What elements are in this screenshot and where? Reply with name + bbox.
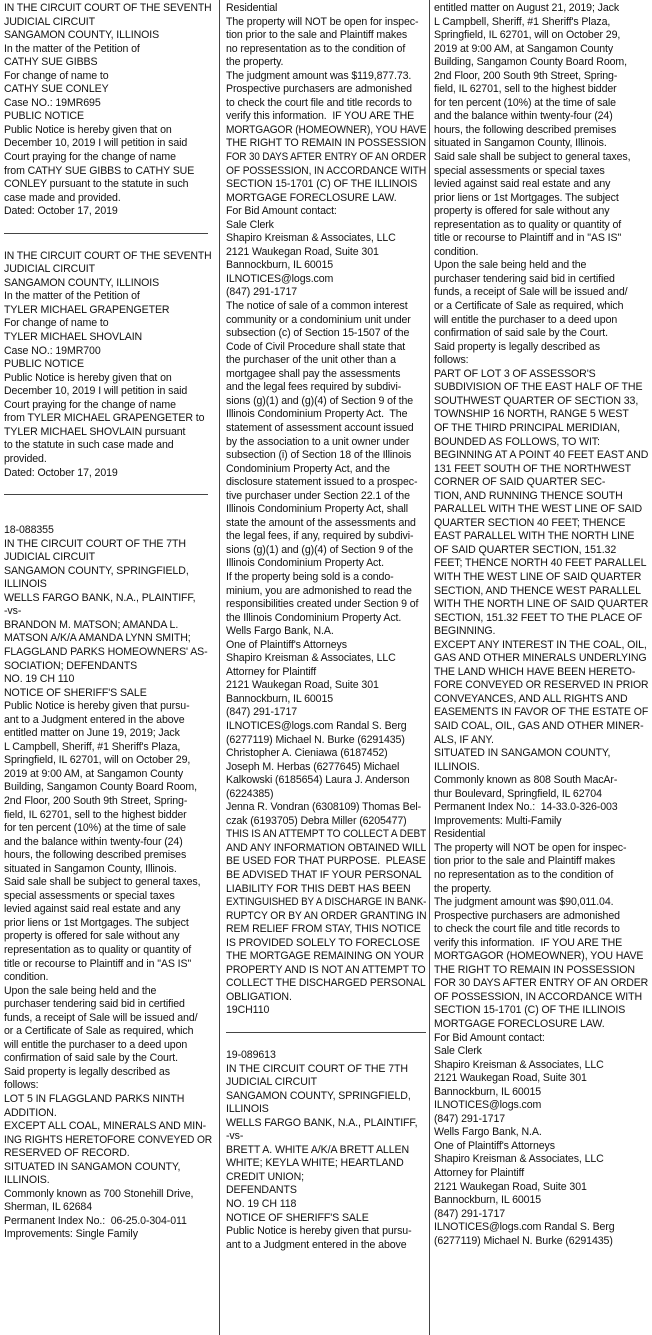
notice-line: -vs-	[226, 1130, 244, 1143]
notice-line: SUBDIVISION OF THE EAST HALF OF THE	[434, 381, 643, 394]
notice-line: ILLINOIS.	[434, 760, 480, 773]
notice-line: THIS IS AN ATTEMPT TO COLLECT A DEBT	[226, 828, 426, 841]
notice-line: The judgment amount was $90,011.04.	[434, 896, 614, 909]
notice-line: community or a condominium unit under	[226, 313, 411, 326]
notice-line: SOUTHWEST QUARTER OF SECTION 33,	[434, 394, 639, 407]
notice-line: confirmation of said sale by the Court.	[434, 327, 608, 340]
column-3	[434, 2, 648, 1333]
notice-line: THE RIGHT TO REMAIN IN POSSESSION	[226, 137, 426, 150]
notice-line: Commonly known as 700 Stonehill Drive,	[4, 1187, 194, 1200]
notice-line: One of Plaintiff's Attorneys	[434, 1139, 555, 1152]
notice-line: SECTION, 151.32 FEET TO THE PLACE OF	[434, 611, 643, 624]
notice-line: CATHY SUE CONLEY	[4, 83, 109, 96]
notice-line: levied against said real estate and any	[4, 903, 181, 916]
notice-line: title or recourse to Plaintiff and in "AS IS"	[434, 232, 622, 245]
notice-line: and the legal fees required by subdivi-	[226, 381, 402, 394]
notice-line: the legal fees, if any, required by subdivi-	[226, 530, 414, 543]
notice-line: The judgment amount was $119,877.73.	[226, 69, 412, 82]
notice-line: for ten percent (10%) at the time of sale	[434, 96, 616, 109]
notice-line: (847) 291-1717	[226, 286, 298, 299]
notice-line: (6224385)	[226, 787, 274, 800]
notice-line: Public Notice is hereby given that pursu-	[4, 700, 190, 713]
notice-separator	[226, 1032, 426, 1033]
notice-line: CATHY SUE GIBBS	[4, 56, 98, 69]
notice-line: ILNOTICES@logs.com Randal S. Berg	[434, 1221, 615, 1234]
notice-separator	[4, 494, 208, 495]
notice-line: entitled matter on August 21, 2019; Jack	[434, 2, 620, 14]
notice-line: BRETT A. WHITE A/K/A BRETT ALLEN	[226, 1143, 410, 1156]
notice-line: to the statute in such case made and	[4, 439, 174, 452]
notice-line: ILNOTICES@logs.com	[226, 272, 334, 285]
notice-line: JUDICIAL CIRCUIT	[226, 1076, 318, 1089]
notice-line: Building, Sangamon County Board Room,	[4, 781, 197, 794]
notice-line: Said property is legally described as	[434, 340, 600, 353]
notice-line: verify this information. IF YOU ARE THE	[226, 110, 415, 123]
notice-line: BOUNDED AS FOLLOWS, TO WIT:	[434, 435, 600, 448]
notice-line: -vs-	[4, 605, 22, 618]
notice-line: Illinois Condominium Property Act. The	[226, 408, 408, 421]
notice-line: SANGAMON COUNTY, SPRINGFIELD,	[4, 564, 189, 577]
notice-line: 19-089613	[226, 1049, 276, 1062]
notice-line: Improvements: Multi-Family	[434, 814, 562, 827]
notice-line: 2121 Waukegan Road, Suite 301	[434, 1180, 587, 1193]
notice-line: For Bid Amount contact:	[434, 1031, 545, 1044]
spacer	[4, 511, 212, 524]
notice-line: from CATHY SUE GIBBS to CATHY SUE	[4, 164, 195, 177]
notice-line: tion prior to the sale and Plaintiff makes	[434, 855, 616, 868]
notice-line: confirmation of said sale by the Court.	[4, 1052, 178, 1065]
notice-line: MORTGAGE FORECLOSURE LAW.	[226, 191, 397, 204]
notice-line: follows:	[4, 1079, 39, 1092]
notice-line: will entitle the purchaser to a deed upon	[4, 1038, 188, 1051]
notice-line: 2121 Waukegan Road, Suite 301	[226, 245, 379, 258]
notice-line: condition.	[4, 971, 49, 984]
legal-notice	[4, 250, 212, 480]
notice-line: Bannockburn, IL 60015	[434, 1085, 542, 1098]
notice-line: condition.	[434, 245, 479, 258]
notice-line: For change of name to	[4, 317, 109, 330]
column-1	[4, 2, 212, 1333]
notice-line: Kalkowski (6185654) Laura J. Anderson	[226, 774, 410, 787]
column-2	[226, 2, 426, 1333]
notice-line: MORTGAGOR (HOMEOWNER), YOU HAVE	[226, 123, 426, 136]
notice-line: LIABILITY FOR THIS DEBT HAS BEEN	[226, 882, 411, 895]
notice-line: sions (g)(1) and (g)(4) of Section 9 of the	[226, 543, 414, 556]
notice-line: The property will NOT be open for inspec-	[226, 15, 419, 28]
notice-line: EXTINGUISHED BY A DISCHARGE IN BANK-	[226, 896, 426, 909]
notice-line: 131 FEET SOUTH OF THE NORTHWEST	[434, 462, 632, 475]
notice-line: MATSON A/K/A AMANDA LYNN SMITH;	[4, 632, 191, 645]
notice-line: entitled matter on June 19, 2019; Jack	[4, 727, 180, 740]
notice-line: Permanent Index No.: 14-33.0-326-003	[434, 801, 618, 814]
notice-line: December 10, 2019 I will petition in said	[4, 385, 188, 398]
notice-line: IN THE CIRCUIT COURT OF THE SEVENTH	[4, 2, 212, 14]
notice-line: SANGAMON COUNTY, ILLINOIS	[4, 276, 160, 289]
notice-line: Illinois Condominium Property Act, shall	[226, 503, 409, 516]
notice-line: SOCIATION; DEFENDANTS	[4, 659, 138, 672]
notice-line: Public Notice is hereby given that on	[4, 123, 172, 136]
notice-line: Sale Clerk	[226, 218, 274, 231]
notice-line: THE RIGHT TO REMAIN IN POSSESSION	[434, 963, 635, 976]
notice-line: AND ANY INFORMATION OBTAINED WILL	[226, 841, 426, 854]
notice-line: PART OF LOT 3 OF ASSESSOR'S	[434, 367, 596, 380]
notice-line: Bannockburn, IL 60015	[226, 259, 334, 272]
notice-line: will entitle the purchaser to a deed upon	[434, 313, 618, 326]
notice-line: Upon the sale being held and the	[4, 984, 157, 997]
notice-line: IS PROVIDED SOLELY TO FORECLOSE	[226, 936, 420, 949]
notice-line: prior liens or 1st Mortgages. The subject	[434, 191, 619, 204]
notice-line: (847) 291-1717	[226, 706, 298, 719]
notice-line: Court praying for the change of name	[4, 151, 176, 164]
notice-line: L Campbell, Sheriff, #1 Sheriff's Plaza,	[434, 15, 611, 28]
notice-line: MORTGAGOR (HOMEOWNER), YOU HAVE	[434, 950, 644, 963]
notice-line: RESERVED OF RECORD.	[4, 1147, 130, 1160]
notice-line: PROPERTY AND IS NOT AN ATTEMPT TO	[226, 963, 426, 976]
notice-line: Christopher A. Cieniawa (6187452)	[226, 747, 388, 760]
notice-line: for ten percent (10%) at the time of sale	[4, 822, 186, 835]
notice-line: tion prior to the sale and Plaintiff makes	[226, 29, 408, 42]
notice-line: minium, you are admonished to read the	[226, 584, 412, 597]
notice-line: The notice of sale of a common interest	[226, 300, 408, 313]
notice-line: or a Certificate of Sale as required, which	[434, 300, 624, 313]
legal-notice	[226, 2, 426, 1018]
notice-line: (6277119) Michael N. Burke (6291435)	[226, 733, 405, 746]
notice-line: Prospective purchasers are admonished	[434, 909, 620, 922]
notice-line: representation as to quality or quantity of	[4, 944, 192, 956]
notice-line: SAID COAL, OIL, GAS AND OTHER MINER-	[434, 719, 644, 732]
notice-line: representation as to quality or quantity of	[434, 218, 622, 231]
notice-line: PUBLIC NOTICE	[4, 358, 84, 371]
notice-line: property is offered for sale without any	[4, 930, 180, 943]
notice-line: OF THE THIRD PRINCIPAL MERIDIAN,	[434, 421, 620, 434]
legal-notice	[226, 1049, 426, 1252]
notice-line: Case NO.: 19MR700	[4, 344, 101, 357]
notice-line: field, IL 62701, sell to the highest bidder	[4, 808, 187, 821]
notice-line: hours, the following described premises	[434, 123, 617, 136]
notice-line: Case NO.: 19MR695	[4, 96, 101, 109]
notice-line: Public Notice is hereby given that on	[4, 371, 172, 384]
notice-line: ALS, IF ANY.	[434, 733, 494, 746]
notice-line: BEGINNING AT A POINT 40 FEET EAST AND	[434, 449, 648, 462]
notice-line: 18-088355	[4, 524, 54, 537]
notice-line: JUDICIAL CIRCUIT	[4, 15, 96, 28]
notice-line: Jenna R. Vondran (6308109) Thomas Bel-	[226, 801, 422, 814]
notice-line: purchaser tendering said bid in certified	[434, 272, 615, 285]
notice-line: PARALLEL WITH THE WEST LINE OF SAID	[434, 503, 643, 516]
legal-notice	[434, 2, 648, 1248]
notice-line: Residential	[434, 828, 486, 841]
notice-line: ILNOTICES@logs.com Randal S. Berg	[226, 719, 407, 732]
notice-line: or a Certificate of Sale as required, which	[4, 1025, 194, 1038]
notice-line: NO. 19 CH 118	[226, 1198, 297, 1211]
column-divider	[429, 0, 430, 1335]
notice-line: SITUATED IN SANGAMON COUNTY,	[4, 1160, 181, 1173]
notice-line: ant to a Judgment entered in the above	[226, 1238, 407, 1251]
notice-line: SECTION 15-1701 (C) OF THE ILLINOIS	[434, 1004, 626, 1017]
notice-line: sions (g)(1) and (g)(4) of Section 9 of the	[226, 394, 414, 407]
notice-line: (847) 291-1717	[434, 1207, 506, 1220]
notice-line: Illinois Condominium Property Act.	[226, 557, 384, 570]
notice-line: December 10, 2019 I will petition in said	[4, 137, 188, 150]
notice-line: to check the court file and title records to	[434, 923, 620, 936]
notice-line: Sherman, IL 62684	[4, 1201, 93, 1214]
notice-line: WELLS FARGO BANK, N.A., PLAINTIFF,	[226, 1116, 418, 1129]
notice-line: TOWNSHIP 16 NORTH, RANGE 5 WEST	[434, 408, 629, 421]
notice-line: levied against said real estate and any	[434, 178, 611, 191]
notice-line: responsibilities created under Section 9 of	[226, 598, 419, 611]
notice-line: CONVEYANCES, AND ALL RIGHTS AND	[434, 692, 628, 705]
notice-line: NOTICE OF SHERIFF'S SALE	[4, 686, 147, 699]
notice-line: For Bid Amount contact:	[226, 205, 337, 218]
notice-line: CREDIT UNION;	[226, 1170, 304, 1183]
notice-line: THE LAND WHICH HAVE BEEN HERETO-	[434, 665, 636, 678]
notice-line: no representation as to the condition of	[226, 42, 406, 55]
notice-line: OF SAID QUARTER SECTION, 151.32	[434, 543, 617, 556]
notice-line: subsection (i) of Section 18 of the Illinois	[226, 449, 412, 462]
notice-line: situated in Sangamon County, Illinois.	[434, 137, 607, 150]
notice-line: Joseph M. Herbas (6277645) Michael	[226, 760, 400, 773]
notice-line: Improvements: Single Family	[4, 1228, 138, 1241]
notice-line: TYLER MICHAEL SHOVLAIN pursuant	[4, 425, 186, 438]
notice-line: Commonly known as 808 South MacAr-	[434, 774, 618, 787]
notice-line: CORNER OF SAID QUARTER SEC-	[434, 476, 606, 489]
notice-line: JUDICIAL CIRCUIT	[4, 263, 96, 276]
notice-line: SANGAMON COUNTY, SPRINGFIELD,	[226, 1089, 411, 1102]
notice-line: BE ADVISED THAT IF YOUR PERSONAL	[226, 869, 422, 881]
notice-line: For change of name to	[4, 69, 109, 82]
notice-line: Dated: October 17, 2019	[4, 466, 118, 479]
notice-line: disclosure statement issued to a prospec-	[226, 476, 418, 489]
notice-line: the property.	[434, 882, 492, 895]
notice-line: property is offered for sale without any	[434, 205, 610, 218]
notice-line: RUPTCY OR BY AN ORDER GRANTING IN	[226, 909, 426, 922]
notice-line: Attorney for Plaintiff	[434, 1167, 525, 1180]
notice-line: OF POSSESSION, IN ACCORDANCE WITH	[226, 164, 426, 177]
notice-line: Shapiro Kreisman & Associates, LLC	[226, 232, 396, 245]
notice-line: hours, the following described premises	[4, 849, 187, 862]
notice-line: LOT 5 IN FLAGGLAND PARKS NINTH	[4, 1093, 185, 1106]
notice-line: Said property is legally described as	[4, 1065, 170, 1078]
notice-line: 2nd Floor, 200 South 9th Street, Spring-	[4, 794, 188, 807]
notice-line: Code of Civil Procedure shall state that	[226, 340, 406, 353]
notice-line: Bannockburn, IL 60015	[226, 692, 334, 705]
notice-line: PUBLIC NOTICE	[4, 110, 84, 123]
notice-line: field, IL 62701, sell to the highest bidder	[434, 83, 617, 96]
legal-notice	[4, 524, 212, 1242]
notice-line: DEFENDANTS	[226, 1184, 297, 1197]
notice-line: 2019 at 9:00 AM, at Sangamon County	[434, 42, 614, 55]
notice-line: Court praying for the change of name	[4, 398, 176, 411]
notice-line: IN THE CIRCUIT COURT OF THE 7TH	[4, 537, 186, 550]
notice-line: Building, Sangamon County Board Room,	[434, 56, 627, 69]
notice-line: provided.	[4, 452, 47, 465]
notice-line: Residential	[226, 2, 278, 14]
notice-line: ING RIGHTS HERETOFORE CONVEYED OR	[4, 1133, 212, 1146]
notice-line: funds, a receipt of Sale will be issued and/	[434, 286, 628, 299]
notice-line: EAST PARALLEL WITH THE NORTH LINE	[434, 530, 635, 543]
notice-separator	[4, 233, 208, 234]
notice-line: REM RELIEF FROM STAY, THIS NOTICE	[226, 923, 421, 936]
notice-line: FOR 30 DAYS AFTER ENTRY OF AN ORDER	[226, 151, 426, 164]
notice-line: SITUATED IN SANGAMON COUNTY,	[434, 747, 611, 760]
notice-line: to check the court file and title records to	[226, 96, 412, 109]
notice-line: Wells Fargo Bank, N.A.	[434, 1126, 542, 1139]
notice-line: WITH THE WEST LINE OF SAID QUARTER	[434, 570, 642, 583]
notice-line: Upon the sale being held and the	[434, 259, 587, 272]
notice-line: statement of assessment account issued	[226, 421, 414, 434]
notice-line: SECTION, AND THENCE WEST PARALLEL	[434, 584, 641, 597]
notice-line: title or recourse to Plaintiff and in "AS IS"	[4, 957, 192, 970]
notice-line: Dated: October 17, 2019	[4, 205, 118, 218]
notice-line: FOR 30 DAYS AFTER ENTRY OF AN ORDER	[434, 977, 648, 990]
notice-line: EXCEPT ALL COAL, MINERALS AND MIN-	[4, 1120, 207, 1133]
notice-line: situated in Sangamon County, Illinois.	[4, 862, 177, 875]
notice-line: FLAGGLAND PARKS HOMEOWNERS' AS-	[4, 645, 208, 658]
notice-line: Permanent Index No.: 06-25.0-304-011	[4, 1214, 187, 1227]
notice-line: no representation as to the condition of	[434, 869, 614, 881]
notice-line: Bannockburn, IL 60015	[434, 1194, 542, 1207]
notice-line: subsection (c) of Section 15-1507 of the	[226, 327, 410, 340]
notice-line: EASEMENTS IN FAVOR OF THE ESTATE OF	[434, 706, 648, 719]
notice-line: from TYLER MICHAEL GRAPENGETER to	[4, 412, 205, 425]
notice-line: GAS AND OTHER MINERALS UNDERLYING	[434, 652, 647, 665]
notice-line: the purchaser of the unit other than a	[226, 354, 396, 367]
notice-line: and the balance within twenty-four (24)	[4, 835, 183, 848]
notice-line: L Campbell, Sheriff, #1 Sheriff's Plaza,	[4, 740, 181, 753]
legal-notice	[4, 2, 212, 219]
notice-line: special assessments or special taxes	[4, 889, 175, 902]
notice-line: IN THE CIRCUIT COURT OF THE SEVENTH	[4, 249, 212, 262]
notice-line: FEET; THENCE NORTH 40 FEET PARALLEL	[434, 557, 647, 570]
notice-line: WITH THE NORTH LINE OF SAID QUARTER	[434, 598, 648, 611]
notice-line: Shapiro Kreisman & Associates, LLC	[434, 1058, 604, 1071]
notice-line: In the matter of the Petition of	[4, 290, 140, 303]
notice-line: state the amount of the assessments and	[226, 516, 416, 529]
notice-line: BEGINNING.	[434, 625, 496, 638]
notice-line: Wells Fargo Bank, N.A.	[226, 625, 334, 638]
notice-line: OBLIGATION.	[226, 990, 292, 1003]
notice-line: by the association to a unit owner under	[226, 435, 410, 448]
notice-line: follows:	[434, 354, 469, 367]
notice-line: QUARTER SECTION 40 FEET; THENCE	[434, 516, 626, 529]
notice-line: Shapiro Kreisman & Associates, LLC	[226, 652, 396, 665]
notice-line: CONLEY pursuant to the statute in such	[4, 178, 189, 191]
notice-line: mortgagee shall pay the assessments	[226, 367, 401, 380]
notice-line: Shapiro Kreisman & Associates, LLC	[434, 1153, 604, 1166]
notice-line: If the property being sold is a condo-	[226, 570, 394, 583]
notice-line: Said sale shall be subject to general taxes,	[434, 151, 631, 164]
notice-line: ILNOTICES@logs.com	[434, 1099, 542, 1112]
notice-line: Said sale shall be subject to general taxes,	[4, 876, 201, 889]
notice-line: One of Plaintiff's Attorneys	[226, 638, 347, 651]
notice-line: EXCEPT ANY INTEREST IN THE COAL, OIL,	[434, 638, 647, 651]
notice-line: BE USED FOR THAT PURPOSE. PLEASE	[226, 855, 426, 868]
notice-line: In the matter of the Petition of	[4, 42, 140, 55]
notice-line: czak (6193705) Debra Miller (6205477)	[226, 814, 407, 827]
notice-line: case made and provided.	[4, 191, 121, 204]
notice-line: ADDITION.	[4, 1106, 57, 1119]
notice-line: TYLER MICHAEL SHOVLAIN	[4, 331, 143, 344]
notice-line: ant to a Judgment entered in the above	[4, 713, 185, 726]
notice-line: BRANDON M. MATSON; AMANDA L.	[4, 618, 179, 631]
notice-line: ILLINOIS	[226, 1103, 269, 1116]
notice-line: COLLECT THE DISCHARGED PERSONAL	[226, 977, 426, 990]
notice-line: 2121 Waukegan Road, Suite 301	[434, 1072, 587, 1085]
notice-line: thur Boulevard, Springfield, IL 62704	[434, 787, 602, 800]
notice-line: special assessments or special taxes	[434, 164, 605, 177]
notice-line: NO. 19 CH 110	[4, 673, 75, 686]
notice-line: funds, a receipt of Sale will be issued and/	[4, 1011, 198, 1024]
notice-line: 2019 at 9:00 AM, at Sangamon County	[4, 767, 184, 780]
notice-line: IN THE CIRCUIT COURT OF THE 7TH	[226, 1062, 408, 1075]
notice-line: ILLINOIS	[4, 578, 47, 591]
notice-line: Prospective purchasers are admonished	[226, 83, 412, 96]
notice-line: NOTICE OF SHERIFF'S SALE	[226, 1211, 369, 1224]
notice-line: SECTION 15-1701 (C) OF THE ILLINOIS	[226, 178, 418, 191]
notice-line: purchaser tendering said bid in certified	[4, 998, 185, 1011]
notice-line: the Illinois Condominium Property Act.	[226, 611, 402, 624]
notice-line: WELLS FARGO BANK, N.A., PLAINTIFF,	[4, 591, 196, 604]
notice-line: prior liens or 1st Mortgages. The subject	[4, 916, 189, 929]
notice-line: TYLER MICHAEL GRAPENGETER	[4, 303, 170, 316]
notice-line: JUDICIAL CIRCUIT	[4, 551, 96, 564]
notice-line: (6277119) Michael N. Burke (6291435)	[434, 1234, 613, 1247]
notice-line: Attorney for Plaintiff	[226, 665, 317, 678]
notice-line: 2nd Floor, 200 South 9th Street, Spring-	[434, 69, 618, 82]
notice-line: Sale Clerk	[434, 1045, 482, 1058]
notice-line: tive purchaser under Section 22.1 of the	[226, 489, 410, 502]
notice-line: SANGAMON COUNTY, ILLINOIS	[4, 29, 160, 42]
notice-line: TION, AND RUNNING THENCE SOUTH	[434, 489, 623, 502]
notice-line: (847) 291-1717	[434, 1112, 506, 1125]
notice-line: 19CH110	[226, 1004, 270, 1017]
notice-line: Springfield, IL 62701, will on October 29,	[4, 754, 191, 767]
notice-line: and the balance within twenty-four (24)	[434, 110, 613, 123]
notice-line: verify this information. IF YOU ARE THE	[434, 936, 623, 949]
notice-line: OF POSSESSION, IN ACCORDANCE WITH	[434, 990, 643, 1003]
notice-line: MORTGAGE FORECLOSURE LAW.	[434, 1018, 605, 1031]
notice-line: 2121 Waukegan Road, Suite 301	[226, 679, 379, 692]
notice-line: WHITE; KEYLA WHITE; HEARTLAND	[226, 1157, 404, 1170]
notice-line: Springfield, IL 62701, will on October 29,	[434, 29, 621, 42]
notice-line: Public Notice is hereby given that pursu-	[226, 1225, 412, 1238]
column-divider	[219, 0, 220, 1335]
notice-line: Condominium Property Act, and the	[226, 462, 390, 475]
notice-line: FORE CONVEYED OR RESERVED IN PRIOR	[434, 679, 648, 692]
notice-line: The property will NOT be open for inspec-	[434, 841, 627, 854]
notice-line: ILLINOIS.	[4, 1174, 50, 1187]
notice-line: the property.	[226, 56, 284, 69]
notice-line: THE MORTGAGE REMAINING ON YOUR	[226, 950, 424, 963]
